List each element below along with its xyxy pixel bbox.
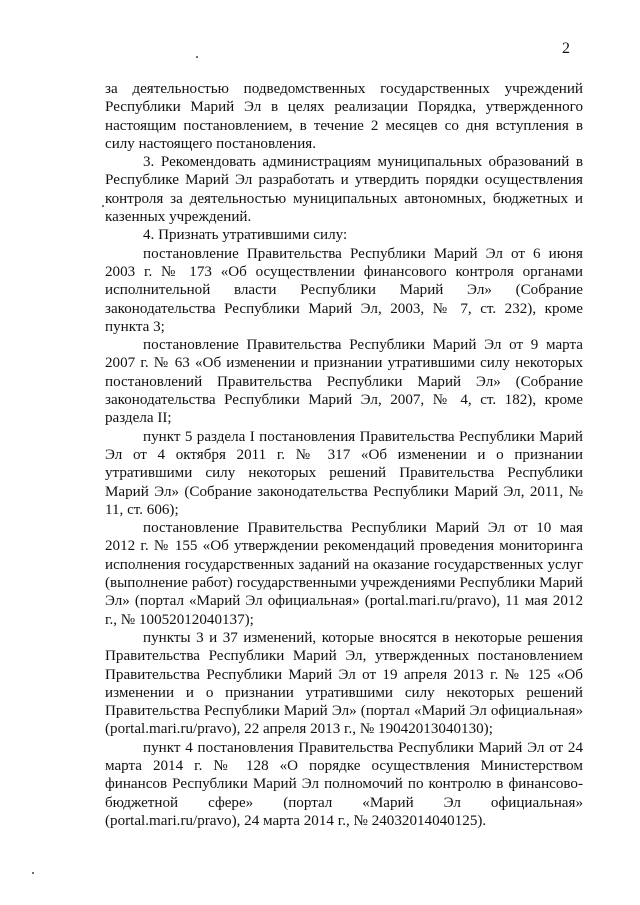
repealed-act-3: пункт 5 раздела I постановления Правительства Республики Марий Эл от 4 октября 2011 г. № 317 «Об изменении и о признании утратившими силу некоторых решений Правительства Республики Марий Эл» (Собрание законодательства Республики Марий Эл, 2011, № 11, ст. 606);: [105, 428, 583, 518]
paragraph-item-4: 4. Признать утратившими силу:: [143, 227, 348, 244]
scan-speck: [102, 205, 104, 207]
paragraph-continuation: за деятельностью подведомственных государственных учреждений Республики Марий Эл в целях реализации Порядка, утвержденного настоящим постановлением, в течение 2 месяцев со дня вступления в силу настоящего постановления.: [105, 81, 583, 152]
scan-speck: [196, 56, 198, 58]
repealed-act-6: пункт 4 постановления Правительства Республики Марий Эл от 24 марта 2014 г. № 128 «О порядке осуществления Министерством финансов Республики Марий Эл полномочий по контролю в финансово-бюджетной сфере» (портал «Марий Эл официальная» (portal.mari.ru/pravo), 24 марта 2014 г., № 24032014040125).: [105, 739, 583, 829]
repealed-act-2: постановление Правительства Республики Марий Эл от 9 марта 2007 г. № 63 «Об изменении и признании утратившими силу некоторых постановлений Правительства Республики Марий Эл» (Собрание законодательства Республики Марий Эл, 2007, № 4, ст. 182), кроме раздела II;: [105, 337, 583, 427]
scan-speck: [32, 872, 34, 874]
page-number: 2: [562, 40, 570, 57]
repealed-act-4: постановление Правительства Республики Марий Эл от 10 мая 2012 г. № 155 «Об утверждении рекомендаций проведения мониторинга исполнения государственных заданий на оказание государственных услуг (выполнение работ) государственными учреждениями Республики Марий Эл» (портал «Марий Эл официальная» (portal.mari.ru/pravo), 11 мая 2012 г., № 10052012040137);: [105, 520, 583, 628]
paragraph-item-3: 3. Рекомендовать администрациям муниципальных образований в Республике Марий Эл разработать и утвердить порядки осуществления контроля за деятельностью муниципальных автономных, бюджетных и казенных учреждений.: [105, 154, 583, 226]
repealed-act-5: пункты 3 и 37 изменений, которые вносятся в некоторые решения Правительства Республики Марий Эл, утвержденных постановлением Правительства Республики Марий Эл от 19 апреля 2013 г. № 125 «Об изменении и о признании утратившими силу некоторых решений Правительства Республики Марий Эл» (портал «Марий Эл официальная» (portal.mari.ru/pravo), 22 апреля 2013 г., № 19042013040130);: [105, 629, 583, 738]
repealed-act-1: постановление Правительства Республики Марий Эл от 6 июня 2003 г. № 173 «Об осуществлении финансового контроля органами исполнительной власти Республики Марий Эл» (Собрание законодательства Республики Марий Эл, 2003, № 7, ст. 232), кроме пункта 3;: [105, 245, 583, 335]
document-body: [105, 80, 583, 830]
